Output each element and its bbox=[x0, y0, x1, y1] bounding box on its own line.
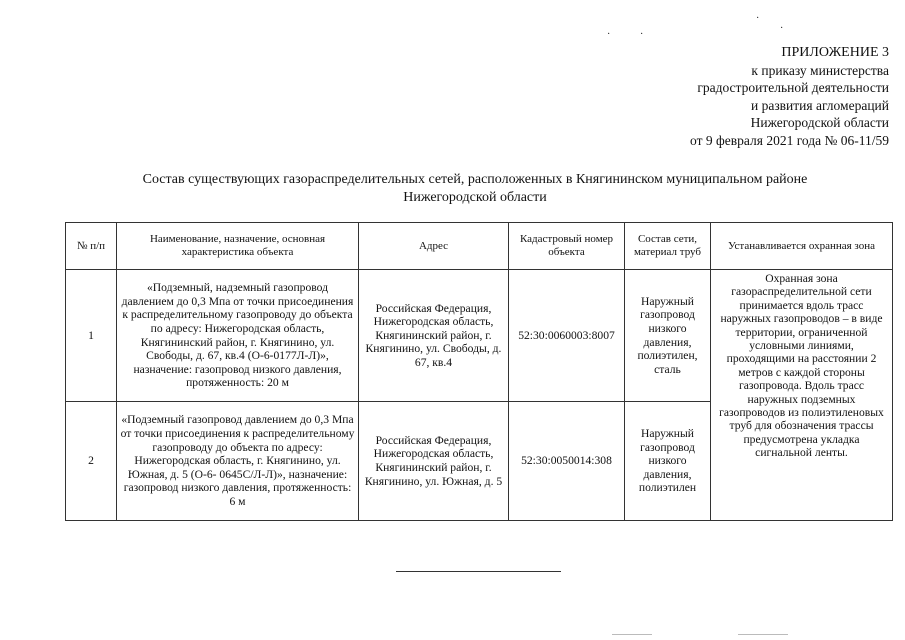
header-composition: Состав сети, материал труб bbox=[625, 223, 711, 270]
scan-speck: · bbox=[640, 29, 644, 40]
approval-header bbox=[589, 44, 889, 149]
header-name: Наименование, назначение, основная характеристика объекта bbox=[117, 223, 359, 270]
document-title bbox=[60, 171, 890, 207]
title-line: Состав существующих газораспределительных сетей, расположенных в Княгининском муниципальном районе bbox=[142, 172, 808, 187]
object-address: Российская Федерация, Нижегородская область, Княгининский район, г. Княгинино, ул. Южная, д. 5 bbox=[359, 402, 509, 521]
scan-speck: · bbox=[756, 13, 760, 24]
footer-divider bbox=[396, 571, 561, 572]
object-description: «Подземный, надземный газопровод давлением до 0,3 Мпа от точки присоединения к распределительному газопроводу до объекта по адресу: Нижегородская область, Княгининский район, г. Княгинино, ул. Свободы, д. 67, кв.4 (О-6-0177Л-Л)», назначение: газопровод низкого давления, протяженность: 20 м bbox=[117, 270, 359, 402]
row-number: 2 bbox=[66, 402, 117, 521]
object-description: «Подземный газопровод давлением до 0,3 Мпа от точки присоединения к распределительному газопроводу до объекта по адресу: Нижегородская область, г. Княгинино, ул. Южная, д. 5 (О-6- 0645С/Л-Л)», назначение: газопровод низкого давления, протяженность: 6 м bbox=[117, 402, 359, 521]
object-address: Российская Федерация, Нижегородская область, Княгининский район, г. Княгинино, ул. Свободы, д. 67, кв.4 bbox=[359, 270, 509, 402]
region-line: Нижегородской области bbox=[750, 115, 889, 130]
table-header-row bbox=[66, 223, 893, 270]
appendix-label: ПРИЛОЖЕНИЕ 3 bbox=[781, 45, 889, 60]
ministry-line: и развития агломераций bbox=[750, 97, 889, 113]
order-date-line: от 9 февраля 2021 года № 06-11/59 bbox=[690, 132, 889, 148]
scan-speck: · bbox=[607, 29, 611, 40]
scan-edge-mark bbox=[612, 634, 652, 635]
scan-speck: · bbox=[780, 23, 784, 34]
ministry-line: градостроительной деятельности bbox=[697, 80, 889, 95]
gas-network-table bbox=[65, 222, 893, 521]
protection-zone-text: Охранная зона газораспределительной сети принимается вдоль трасс наружных газопроводов – в виде территории, ограниченной условными линиями, проходящими на расстоянии 2 метров с каждой стороны газопровода. Вдоль трасс наружных подземных газопроводов из полиэтиленовых труб для обозначения трассы предусмотрена укладка сигнальной ленты. bbox=[711, 270, 893, 521]
header-zone: Устанавливается охранная зона bbox=[711, 223, 893, 270]
cadastral-number: 52:30:0060003:8007 bbox=[509, 270, 625, 402]
header-number: № п/п bbox=[66, 223, 117, 270]
title-line: Нижегородской области bbox=[403, 190, 547, 205]
network-composition: Наружный газопровод низкого давления, полиэтилен, сталь bbox=[625, 270, 711, 402]
header-address: Адрес bbox=[359, 223, 509, 270]
table-row bbox=[66, 270, 893, 402]
row-number: 1 bbox=[66, 270, 117, 402]
header-cadastral: Кадастровый номер объекта bbox=[509, 223, 625, 270]
scan-edge-mark bbox=[738, 634, 788, 635]
cadastral-number: 52:30:0050014:308 bbox=[509, 402, 625, 521]
order-line: к приказу министерства bbox=[751, 62, 889, 78]
network-composition: Наружный газопровод низкого давления, полиэтилен bbox=[625, 402, 711, 521]
